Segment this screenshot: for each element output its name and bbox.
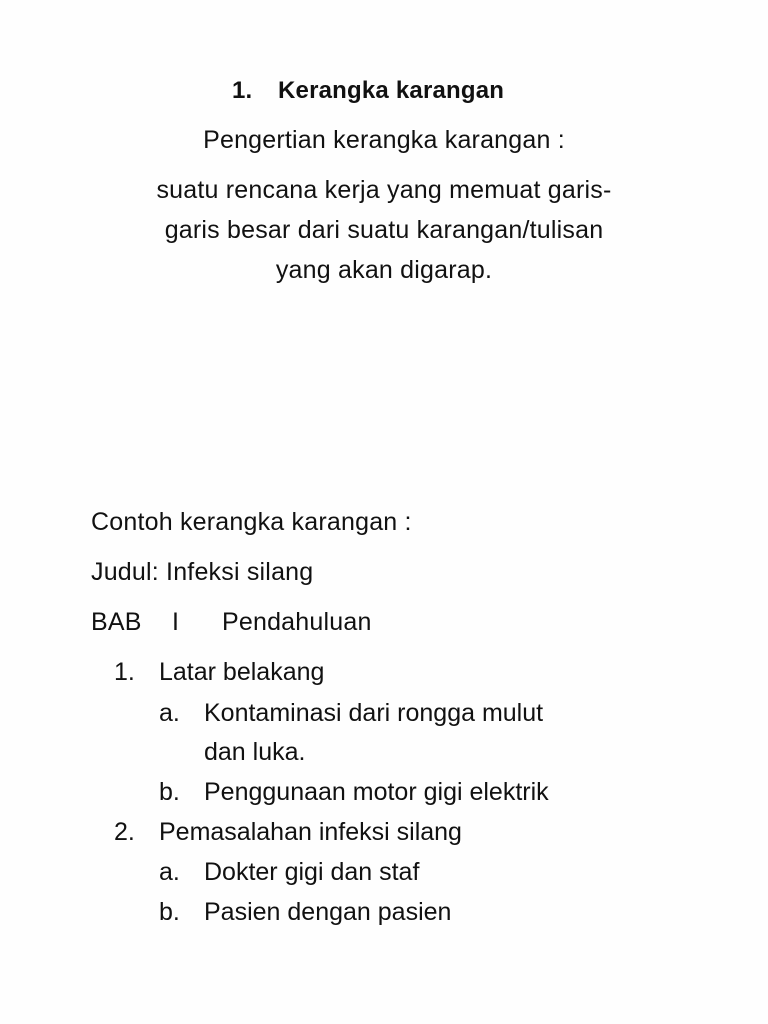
list-item-text: Dokter gigi dan staf: [204, 858, 420, 886]
outline-item-2a: [0, 857, 768, 887]
outline-item-1: [0, 657, 768, 687]
list-item-text: Penggunaan motor gigi elektrik: [204, 778, 549, 806]
definition-line-1: suatu rencana kerja yang memuat garis-: [156, 176, 612, 204]
list-item-text: Pasien dengan pasien: [204, 898, 452, 926]
list-marker: a.: [159, 699, 180, 727]
list-marker: a.: [159, 858, 180, 886]
list-marker: b.: [159, 778, 180, 806]
list-item-text: Pemasalahan infeksi silang: [159, 818, 462, 846]
chapter-numeral: I: [172, 608, 180, 636]
chapter-name: Pendahuluan: [222, 608, 372, 636]
heading-number: 1.: [232, 77, 253, 104]
outline-item-1a-continuation: [0, 737, 768, 767]
list-item-text: Kontaminasi dari rongga mulut: [204, 699, 544, 727]
outline-item-1b: [0, 777, 768, 807]
chapter-line: [91, 607, 491, 637]
heading-title: Kerangka karangan: [278, 77, 505, 104]
list-marker: 1.: [114, 658, 135, 686]
definition-line-3: yang akan digarap.: [275, 256, 493, 284]
section-heading: [232, 76, 504, 106]
chapter-prefix: BAB: [91, 608, 142, 636]
definition-label: Pengertian kerangka karangan :: [203, 126, 565, 154]
outline-item-2: [0, 817, 768, 847]
list-marker: b.: [159, 898, 180, 926]
list-item-continuation: dan luka.: [204, 738, 306, 766]
definition-line-2: garis besar dari suatu karangan/tulisan: [164, 216, 604, 244]
list-item-text: Latar belakang: [159, 658, 325, 686]
outline-item-1a: [0, 698, 768, 728]
title-line: Judul: Infeksi silang: [91, 558, 314, 586]
outline-item-2b: [0, 897, 768, 927]
example-label: Contoh kerangka karangan :: [91, 508, 412, 536]
list-marker: 2.: [114, 818, 135, 846]
